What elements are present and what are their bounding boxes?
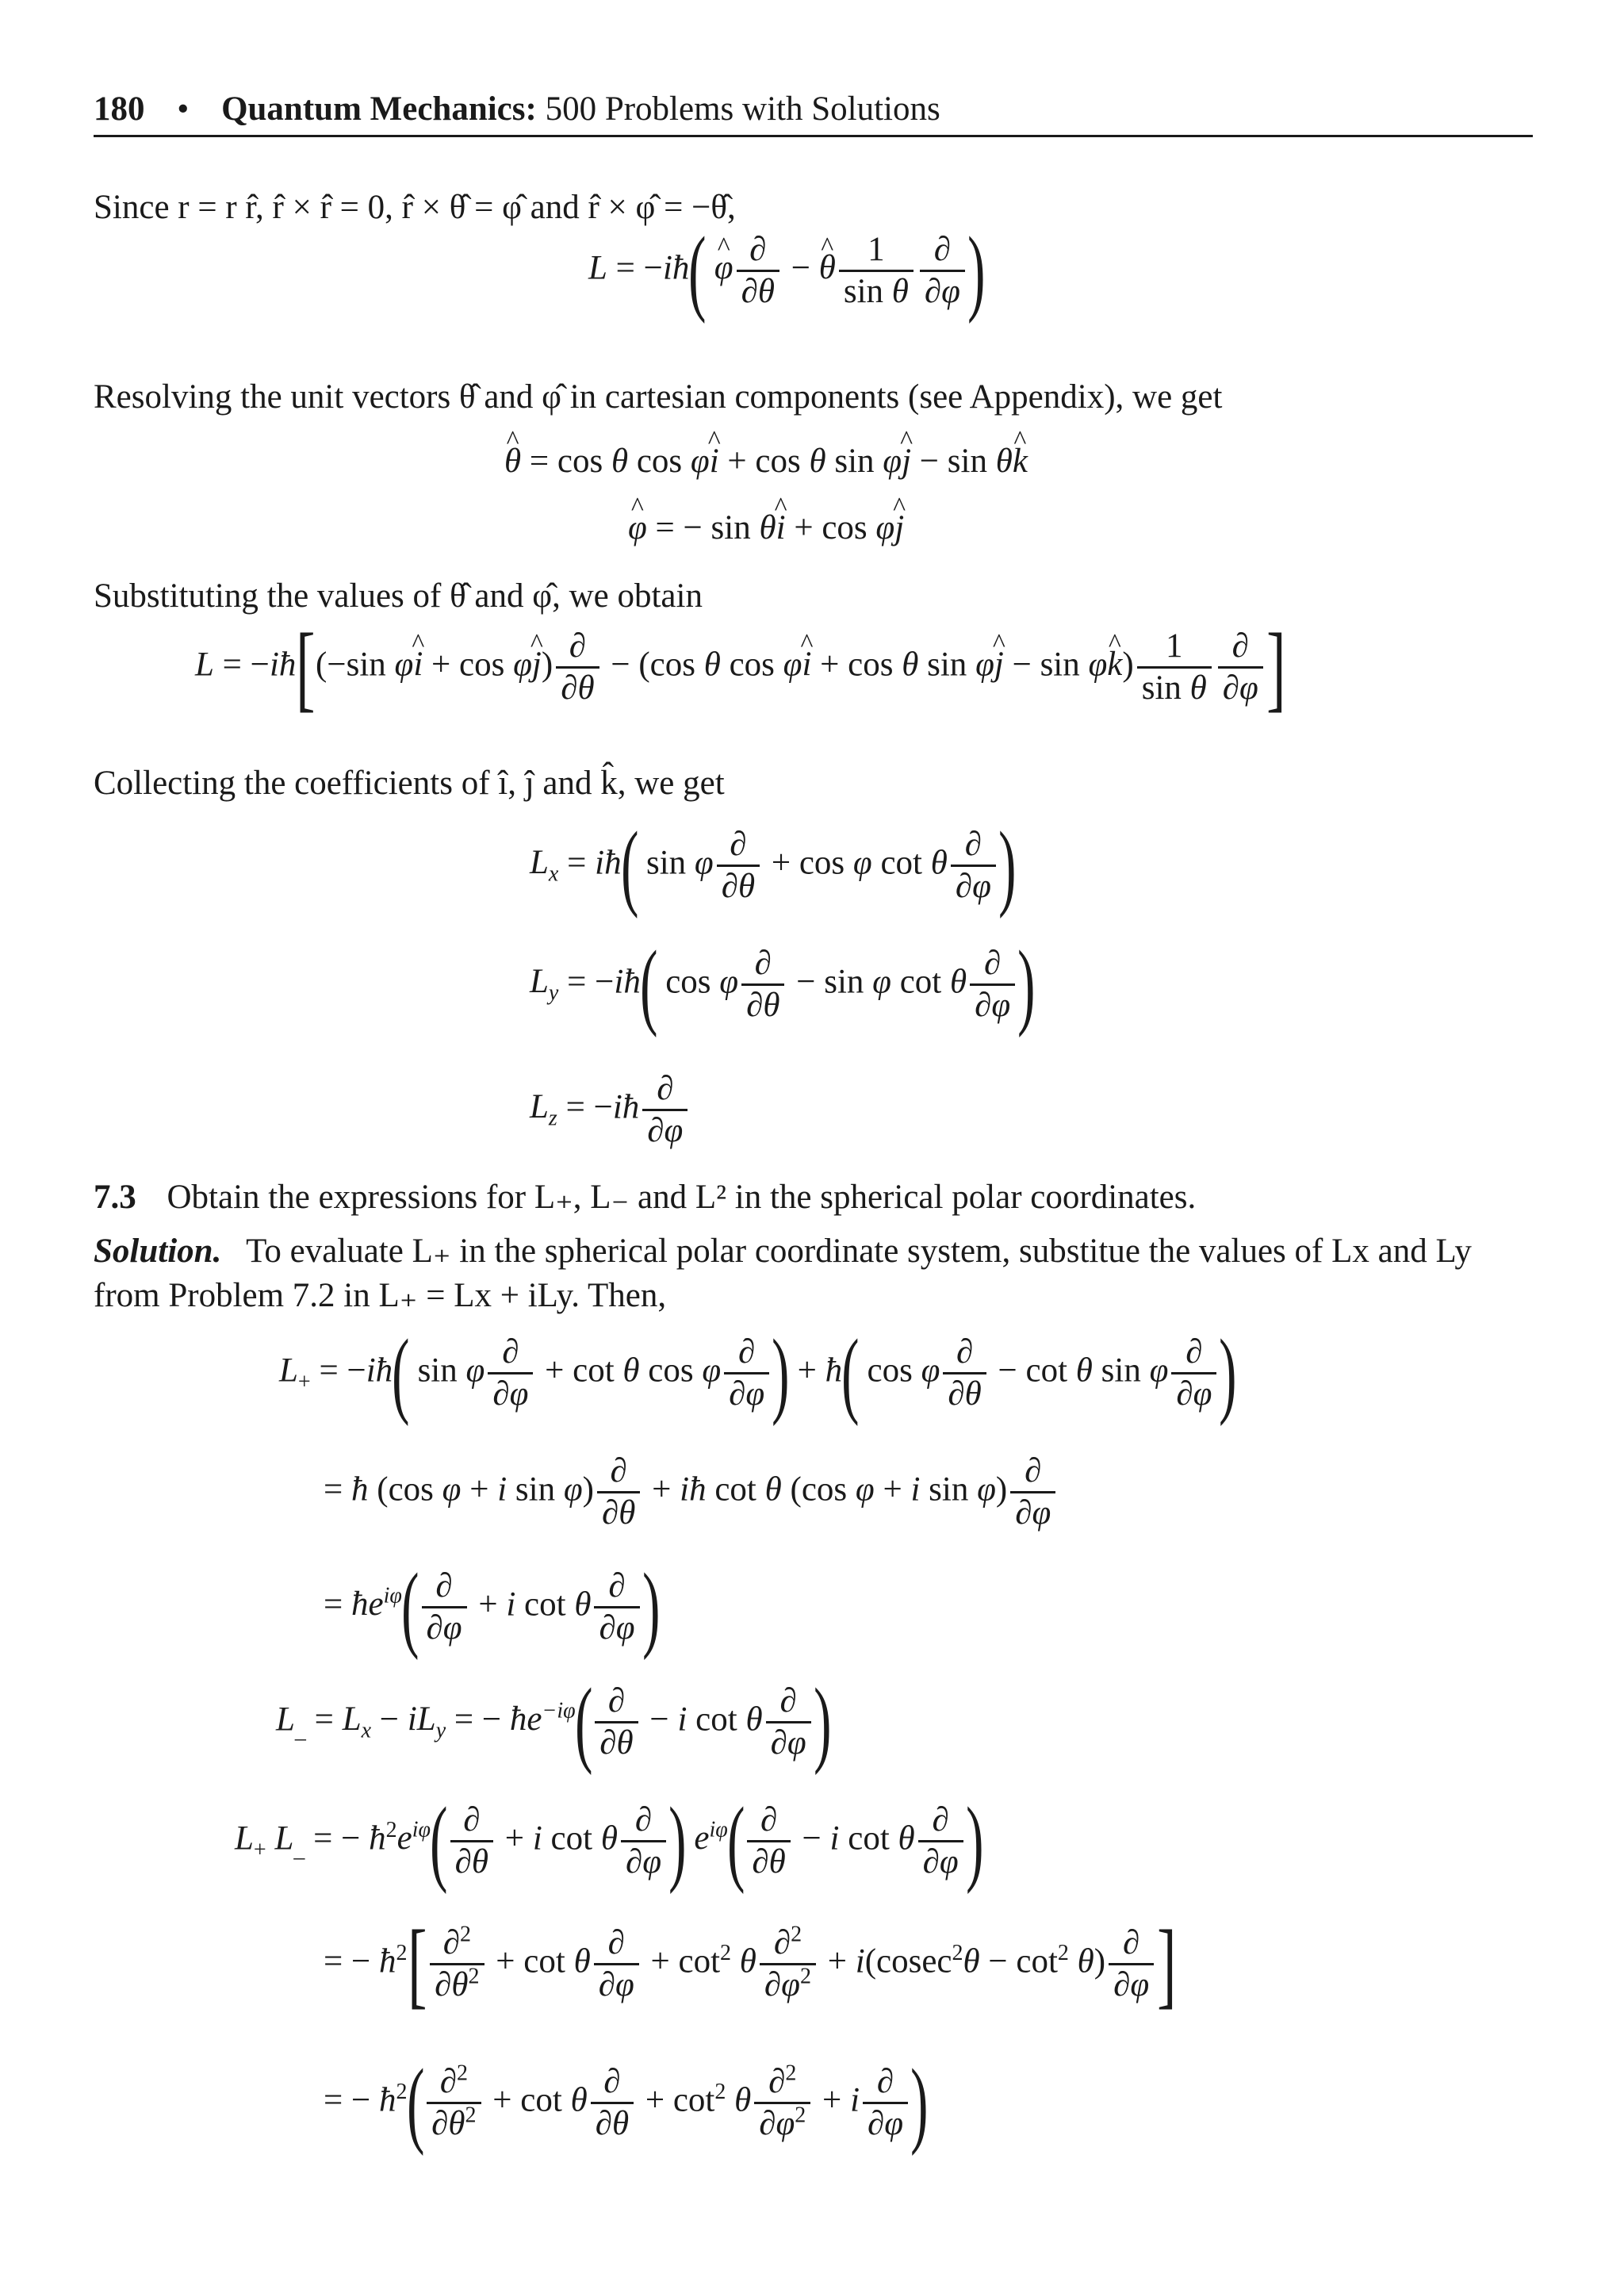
- running-header: [94, 89, 940, 130]
- solution-text-1: To evaluate L₊ in the spherical polar coordinate system, substitue the values of Lx and Ly: [246, 1233, 1472, 1270]
- equation-Lz: $L_z$ = −iħ $\frac{\partial}{\partial\varphi}$: [530, 1069, 691, 1151]
- solution-label: Solution.: [94, 1233, 222, 1270]
- equation-Lplus-3: = $ħe^{i\varphi}$( $\frac{\partial}{\partial\varphi}$ + i cot θ $\frac{\partial}{\partial\varphi}$ ): [324, 1553, 661, 1661]
- book-subtitle: 500 Problems with Solutions: [545, 90, 940, 128]
- equation-LpLm-1: $L_+$ $L_{\_}$ = − $ħ^2e^{i\varphi}$( $\frac{\partial}{\partial\theta}$ + i cot θ $\frac{\partial}{\partial\varphi}$ ) $e^{i\varphi}$( $\frac{\partial}{\partial\theta}$ − i cot θ $\frac{\partial}{\partial\varphi}$ ): [235, 1787, 984, 1895]
- header-bullet: •: [177, 90, 190, 128]
- equation-Lplus-1: $L_+$ = −iħ( sin φ $\frac{\partial}{\partial\varphi}$ + cot θ cos φ $\frac{\partial}{\partial\varphi}$ ) + ħ( cos φ $\frac{\partial}{\partial\theta}$ − cot θ sin φ $\frac{\partial}{\partial\varphi}$ ): [279, 1319, 1237, 1427]
- substituting-line: Substituting the values of θ̂ and φ̂, we obtain: [94, 577, 703, 615]
- solution-text-2: from Problem 7.2 in L₊ = Lx + iLy. Then,: [94, 1277, 667, 1314]
- equation-Ly: $L_y$ = −iħ( cos φ $\frac{\partial}{\partial\theta}$ − sin φ cot θ $\frac{\partial}{\partial\varphi}$ ): [530, 930, 1036, 1038]
- book-title: Quantum Mechanics:: [221, 90, 537, 128]
- solution-line-1: [94, 1231, 1472, 1272]
- equation-Lx: $L_x$ = iħ( sin φ $\frac{\partial}{\partial\theta}$ + cos φ cot θ $\frac{\partial}{\partial\varphi}$ ): [530, 811, 1017, 919]
- equation-phi-hat: ^ φ = − sin θ^ i + cos φ^ j: [628, 508, 904, 549]
- problem-7-3: [94, 1177, 1196, 1218]
- equation-LpLm-2: = − $ħ^2$[ $\frac{\partial^2}{\partial\theta^2}$ + cot θ $\frac{\partial}{\partial\varphi}$ + $\cot^2 \theta$ $\frac{\partial^2}{\partial\varphi^2}$ + $i(cosec^2\theta - \cot^2 \theta)$ $\frac{\partial}{\partial\varphi}$ ]: [324, 1910, 1177, 2018]
- header-rule: [94, 135, 1533, 137]
- equation-L: L = −iħ( ^ φ $\frac{\partial}{\partial\theta}$ − ^ θ $\frac{1}{\text{sin θ}}$ $\frac{\partial}{\partial\varphi}$ ): [588, 230, 985, 312]
- problem-number: 7.3: [94, 1179, 136, 1216]
- equation-Lminus: $L_{\_} = L_x - iL_y$ = − $ħe^{-i\varphi}$( $\frac{\partial}{\partial\theta}$ − i cot θ $\frac{\partial}{\partial\varphi}$ ): [276, 1668, 832, 1776]
- equation-Lplus-2: = ħ (cos φ + i sin φ) $\frac{\partial}{\partial\theta}$ + iħ cot θ (cos φ + i sin φ) $\frac{\partial}{\partial\varphi}$: [324, 1451, 1059, 1533]
- resolving-line: Resolving the unit vectors θ̂ and φ̂ in cartesian components (see Appendix), we get: [94, 378, 1223, 416]
- equation-L-substituted: L = −iħ[(−sin φ^ i + cos φ^ j) $\frac{\partial}{\partial\theta}$ − (cos θ cos φ^ i + cos θ sin φ^ j − sin φ^ k) $\frac{1}{\text{sin θ}}$ $\frac{\partial}{\partial\varphi}$ ]: [195, 627, 1285, 708]
- since-line: Since r = r r̂, r̂ × r̂ = 0, r̂ × θ̂ = φ̂ and r̂ × φ̂ = −θ̂,: [94, 189, 736, 226]
- collecting-line: Collecting the coefficients of î, ĵ and k̂, we get: [94, 765, 725, 802]
- equation-LpLm-3: = − $ħ^2$( $\frac{\partial^2}{\partial\theta^2}$ + cot θ $\frac{\partial}{\partial\theta}$ + $\cot^2 \theta$ $\frac{\partial^2}{\partial\varphi^2}$ + i $\frac{\partial}{\partial\varphi}$ ): [324, 2049, 929, 2157]
- page-number: 180: [94, 90, 145, 128]
- equation-theta-hat: ^ θ = cos θ cos φ^ i + cos θ sin φ^ j − sin θ^ k: [504, 441, 1028, 482]
- problem-text: Obtain the expressions for L₊, L₋ and L² in the spherical polar coordinates.: [167, 1179, 1197, 1216]
